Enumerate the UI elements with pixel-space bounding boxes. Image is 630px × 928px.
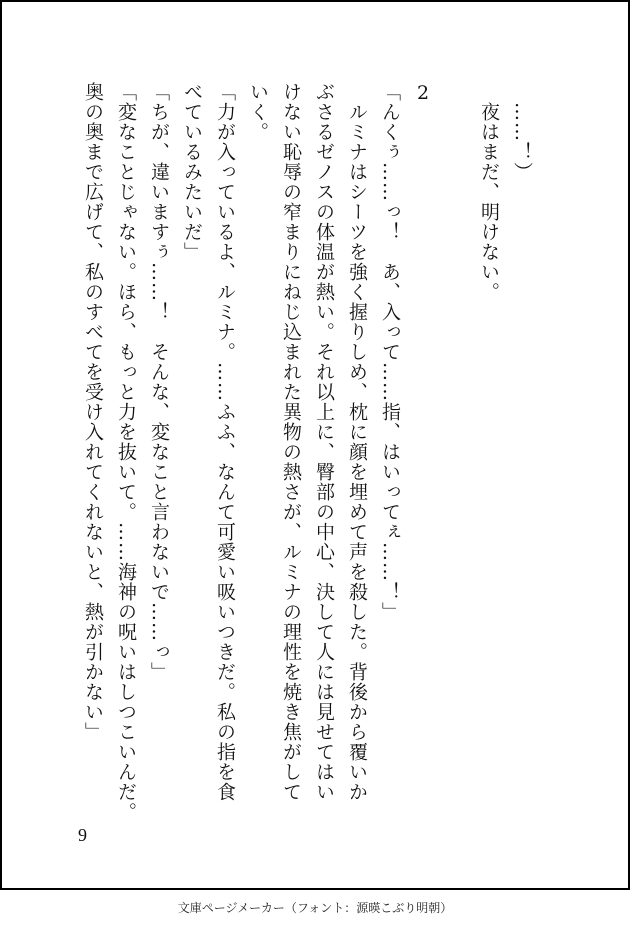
page-number: 9 <box>78 825 87 845</box>
text-line: 夜はまだ、明けない。 <box>478 102 500 302</box>
text-line: 奥の奥まで広げて、私のすべてを受け入れてくれないと、熱が引かない」 <box>82 82 104 742</box>
text-line: 「ちが、違いますぅ……！ そんな、変なこと言わないで……っ」 <box>148 82 170 682</box>
text-line: ……！） <box>511 102 533 182</box>
text-line: 「んくぅ……っ！ あ、入って……指、はいってぇ……！」 <box>379 82 401 622</box>
text-line: いく。 <box>247 82 269 142</box>
chapter-number: 2 <box>412 82 434 105</box>
text-line: ぶさるゼノスの体温が熱い。それ以上に、臀部の中心、決して人には見せてはい <box>313 82 335 802</box>
footer-credit: 文庫ページメーカー（フォント：源暎こぶり明朝） <box>177 901 453 915</box>
text-line: ルミナはシーツを強く握りしめ、枕に顔を埋めて声を殺した。背後から覆いか <box>346 102 368 802</box>
text-line: べているみたいだ」 <box>181 82 203 262</box>
text-line: けない恥辱の窄まりにねじ込まれた異物の熱さが、ルミナの理性を焼き焦がして <box>280 82 302 802</box>
text-line: 「変なことじゃない。ほら、もっと力を抜いて。……海神の呪いはしつこいんだ。 <box>115 82 137 822</box>
vertical-text-body <box>76 82 538 822</box>
text-line: 「力が入っているよ、ルミナ。……ふふ、なんて可愛い吸いつきだ。私の指を食 <box>214 82 236 802</box>
